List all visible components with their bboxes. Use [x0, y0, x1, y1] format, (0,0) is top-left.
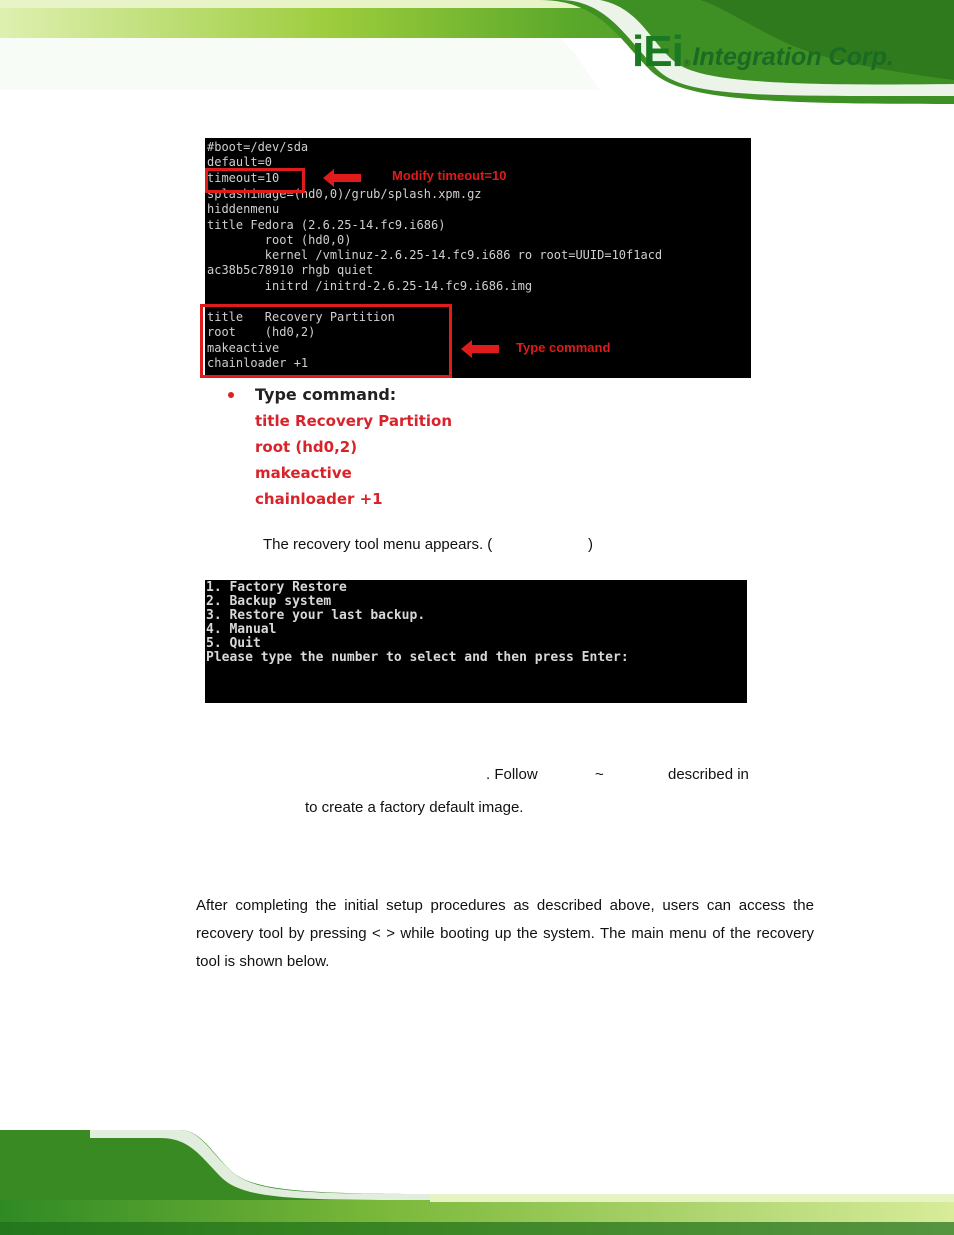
- menu-option: 1. Factory Restore: [206, 580, 347, 595]
- logo-company-name: Integration Corp.: [692, 43, 894, 71]
- command-line: makeactive: [255, 464, 352, 482]
- described-in-text: described in: [668, 766, 749, 783]
- grub-line: hiddenmenu: [207, 202, 280, 216]
- command-line: title Recovery Partition: [255, 412, 453, 430]
- create-image-text: to create a factory default image.: [305, 799, 524, 816]
- grub-line: kernel /vmlinuz-2.6.25-14.fc9.i686 ro root=UUID=10f1acd: [207, 248, 663, 262]
- menu-option: 3. Restore your last backup.: [206, 608, 426, 623]
- menu-option: 5. Quit: [206, 636, 261, 651]
- grub-line: makeactive: [207, 341, 280, 355]
- grub-config-screenshot: [205, 138, 751, 378]
- recovery-access-paragraph: After completing the initial setup procedures as described above, users can access the recovery tool by pressing < > while booting up the system. The main menu of the recovery tool is shown below.: [196, 897, 814, 970]
- recovery-menu-caption: The recovery tool menu appears. (: [263, 536, 493, 553]
- logo-registered-mark: ®: [683, 58, 691, 68]
- bullet-icon: [228, 392, 234, 398]
- timeout-arrow-icon: [333, 174, 361, 182]
- menu-prompt: Please type the number to select and then press Enter:: [206, 650, 629, 665]
- grub-line: root (hd0,0): [207, 233, 352, 247]
- command-arrow-icon: [471, 345, 499, 353]
- follow-text: . Follow: [486, 766, 538, 783]
- command-highlight-box: [200, 304, 452, 378]
- grub-line: root (hd0,2): [207, 325, 316, 339]
- logo-iei-text: iEi: [632, 27, 683, 76]
- iei-logo: [632, 27, 894, 76]
- grub-line: timeout=10: [207, 171, 280, 185]
- command-line: root (hd0,2): [255, 438, 358, 456]
- tilde-text: ~: [595, 766, 604, 783]
- grub-line: splashimage=(hd0,0)/grub/splash.xpm.gz: [207, 187, 482, 201]
- menu-option: 4. Manual: [206, 622, 277, 637]
- footer-banner: [0, 1130, 954, 1235]
- grub-line: default=0: [207, 155, 273, 169]
- grub-line: ac38b5c78910 rhgb quiet: [207, 263, 374, 277]
- grub-line: title Recovery Partition: [207, 310, 395, 324]
- recovery-menu-caption-close: ): [588, 536, 593, 553]
- timeout-annotation: Modify timeout=10: [392, 168, 507, 183]
- recovery-menu-screenshot: [205, 580, 747, 703]
- command-line: chainloader +1: [255, 490, 383, 508]
- command-annotation: Type command: [516, 340, 611, 355]
- grub-line: title Fedora (2.6.25-14.fc9.i686): [207, 218, 446, 232]
- grub-line: #boot=/dev/sda: [207, 140, 309, 154]
- grub-line: chainloader +1: [207, 356, 309, 370]
- timeout-highlight-box: [205, 168, 305, 193]
- type-command-heading: Type command:: [255, 385, 397, 404]
- grub-line: initrd /initrd-2.6.25-14.fc9.i686.img: [207, 279, 533, 293]
- menu-option: 2. Backup system: [206, 594, 332, 609]
